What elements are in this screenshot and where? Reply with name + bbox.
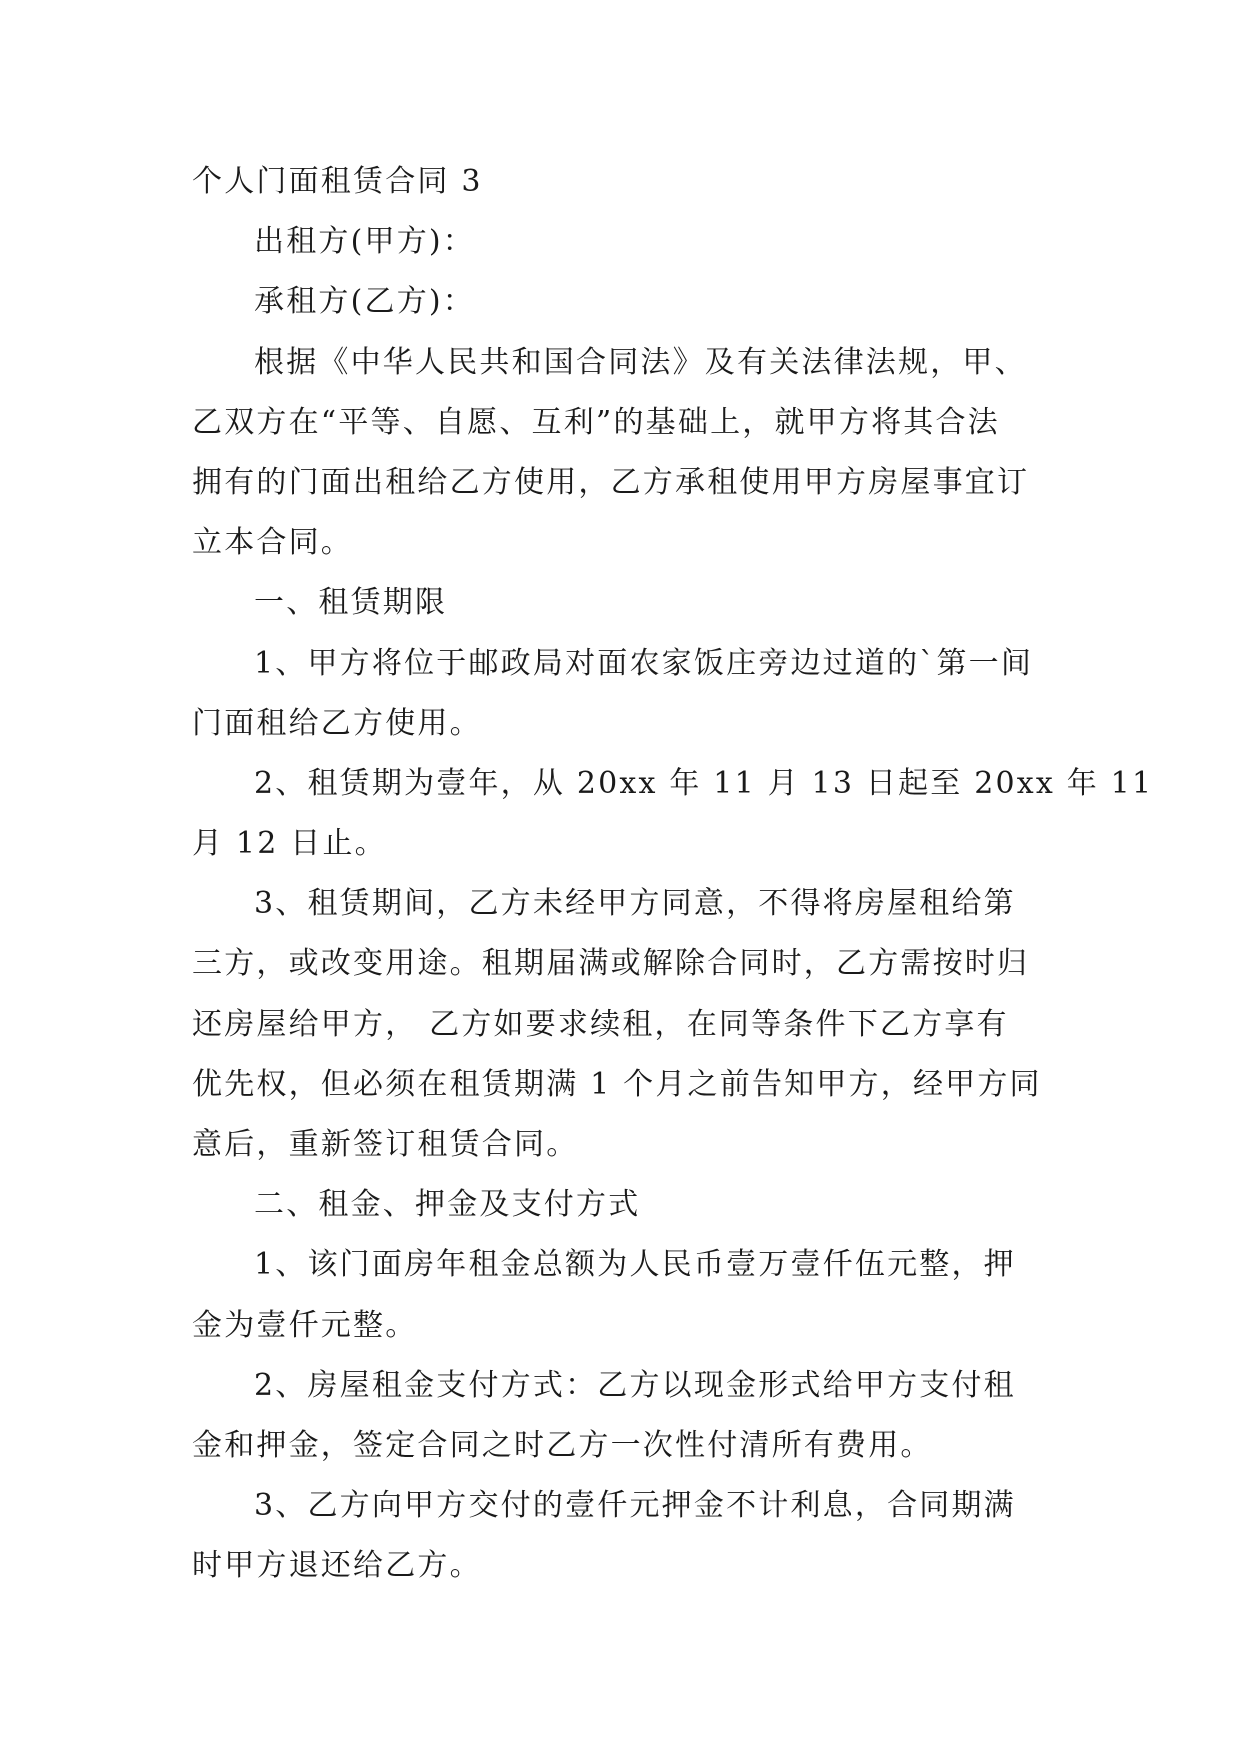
clause-line: 3、租赁期间，乙方未经甲方同意，不得将房屋租给第 [254, 886, 1016, 922]
document-title: 个人门面租赁合同 3 [192, 164, 483, 199]
clause-line: 月 12 日止。 [192, 826, 387, 862]
section-heading: 一、租赁期限 [254, 585, 448, 621]
clause-line: 优先权，但必须在租赁期满 1 个月之前告知甲方，经甲方同 [192, 1066, 1042, 1102]
lessor-line: 出租方(甲方)： [254, 224, 476, 260]
preamble-line: 拥有的门面出租给乙方使用，乙方承租使用甲方房屋事宜订 [192, 464, 1030, 500]
clause-line: 时甲方退还给乙方。 [192, 1548, 482, 1584]
preamble-line: 乙双方在“平等、自愿、互利”的基础上，就甲方将其合法 [192, 404, 1000, 440]
clause-line: 2、租赁期为壹年，从 20xx 年 11 月 13 日起至 20xx 年 11 [254, 765, 1154, 801]
lessee-line: 承租方(乙方)： [254, 284, 476, 320]
clause-line: 2、房屋租金支付方式：乙方以现金形式给甲方支付租 [254, 1367, 1016, 1403]
section-heading: 二、租金、押金及支付方式 [254, 1187, 641, 1223]
document-body [192, 152, 1154, 1597]
clause-line: 金为壹仟元整。 [192, 1307, 418, 1343]
clause-line: 门面租给乙方使用。 [192, 705, 482, 741]
clause-line: 金和押金，签定合同之时乙方一次性付清所有费用。 [192, 1427, 933, 1463]
clause-line: 还房屋给甲方， 乙方如要求续租，在同等条件下乙方享有 [192, 1006, 1009, 1042]
clause-line: 意后，重新签订租赁合同。 [192, 1127, 579, 1162]
preamble-line: 立本合同。 [192, 525, 353, 561]
clause-line: 1、该门面房年租金总额为人民币壹万壹仟伍元整，押 [254, 1247, 1016, 1283]
preamble-line: 根据《中华人民共和国合同法》及有关法律法规，甲、 [254, 344, 1027, 380]
clause-line: 3、乙方向甲方交付的壹仟元押金不计利息，合同期满 [254, 1488, 1016, 1524]
clause-line: 三方，或改变用途。租期届满或解除合同时，乙方需按时归 [192, 946, 1030, 982]
clause-line: 1、甲方将位于邮政局对面农家饭庄旁边过道的`第一间 [254, 645, 1034, 681]
